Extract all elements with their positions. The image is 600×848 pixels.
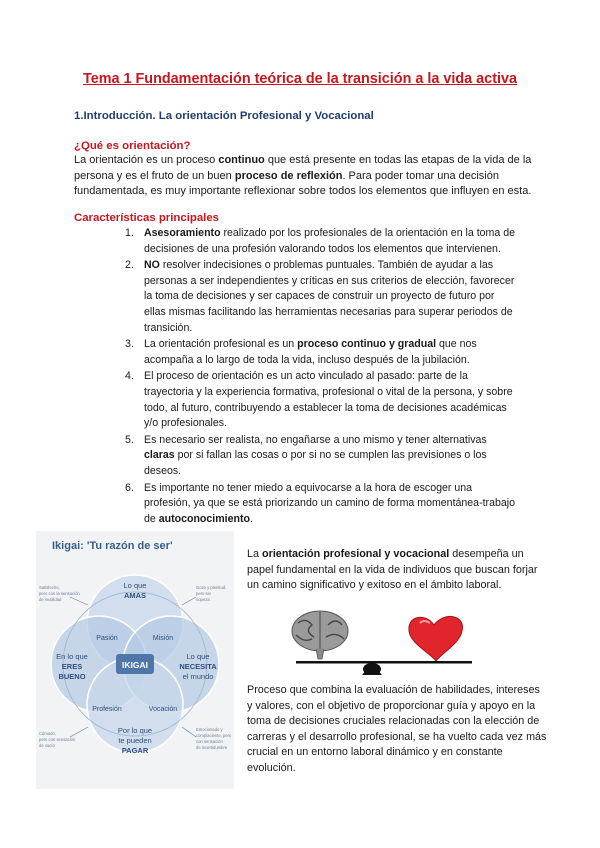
list-item [115, 481, 517, 528]
left-label: ERES [61, 662, 83, 671]
item-number: 4. [125, 370, 134, 383]
ikigai-diagram [36, 531, 234, 789]
corner-note: Satisfecho, [39, 585, 60, 590]
list-item [115, 258, 517, 336]
paragraph-text: La [247, 548, 263, 560]
page-title: Tema 1 Fundamentación teórica de la transición a la vida activa [82, 71, 517, 87]
corner-note: de vacío [39, 743, 55, 748]
corner-note: Gozo y plenitud, [196, 585, 227, 590]
diagram-title: Ikigai: 'Tu razón de ser' [52, 540, 173, 552]
list-item [115, 369, 517, 431]
intro-paragraph [74, 153, 534, 200]
orientation-paragraph [247, 547, 547, 594]
balance-fulcrum [363, 663, 381, 675]
question-heading: ¿Qué es orientación? [74, 140, 191, 152]
corner-note: de inutilidad [39, 597, 62, 602]
process-paragraph: Proceso que combina la evaluación de habilidades, intereses y valores, con el objetivo de proporcionar guía y apoyo en la toma de decisiones cruciales relacionadas con la elección de carreras y el desarrollo profesional, se ha vuelto cada vez más crucial en un entorno laboral dinámico y en constante evolución. [247, 684, 547, 774]
item-bold: NO [144, 259, 160, 272]
item-number: 1. [125, 227, 134, 239]
item-text: Es importante no tener miedo a equivocarse a la hora de escoger una profesión, ya que se está priorizando un camino de forma momentánea-trabajo de [144, 481, 515, 525]
corner-note: pero con la sensación [39, 591, 80, 596]
corner-note: pero con sensación [39, 737, 76, 742]
corner-note: Emocionado y [196, 727, 223, 732]
characteristics-heading: Características principales [74, 212, 219, 224]
intro-text: . Para poder tomar una decisión fundamentada, es muy importante reflexionar sobre todos los elementos que influyen en esta. [74, 169, 532, 197]
corner-note: complaciente, pero [196, 733, 232, 738]
balance-beam [296, 661, 472, 664]
brain-heart-balance-image [284, 605, 484, 677]
paragraph-text: desempeña un papel fundamental en la vida de individuos que buscan forjar un camino significativo y exitoso en el ámbito laboral. [247, 548, 538, 592]
corner-note: Cómodo, [39, 731, 56, 736]
top-label: Lo que [123, 581, 147, 590]
right-label: NECESITA [179, 662, 217, 671]
item-number: 3. [125, 338, 134, 351]
characteristics-list [115, 226, 517, 528]
corner-note: pero sin [196, 591, 211, 596]
item-text: realizado por los profesionales de la orientación en la toma de decisiones de una profesión valorando todos los elementos que intervienen. [144, 227, 515, 255]
item-text: Es necesario ser realista, no engañarse a uno mismo y tener alternativas [144, 433, 487, 446]
overlap-label: Vocación [148, 706, 178, 713]
overlap-label: Pasión [96, 635, 118, 642]
item-bold: autoconocimiento [158, 512, 250, 525]
bottom-label: te pueden [118, 736, 152, 745]
item-text: por si fallan las cosas o por si no se cumplen las previsiones o los deseos. [144, 449, 487, 477]
item-text: resolver indecisiones o problemas puntuales. También de ayudar a las personas a ser independientes y críticas en sus criterios de elección, favorecer la toma de decisiones y ser capaces de construir un proyecto de futuro por ellas mismas facilitando las herramientas necesarias para superar periodos de transición. [144, 259, 515, 334]
list-item [115, 226, 517, 257]
right-label: el mundo [182, 672, 214, 681]
bottom-label: PAGAR [121, 746, 149, 755]
heart-icon [409, 616, 463, 661]
intro-bold: proceso de reflexión [234, 169, 343, 182]
intro-text: La orientación es un proceso [74, 154, 219, 166]
item-text: La orientación profesional es un [144, 338, 298, 351]
corner-note: riqueza [196, 597, 210, 602]
item-bold: claras [144, 449, 175, 462]
list-item [115, 337, 517, 368]
overlap-label: Misión [152, 635, 174, 642]
intro-text: que está presente en todas las etapas de la vida de la persona y es el fruto de un buen [74, 154, 532, 182]
item-number: 2. [125, 259, 134, 272]
left-label: En lo que [56, 652, 88, 661]
item-text: El proceso de orientación es un acto vinculado al pasado: parte de la trayectoria y la experiencia formativa, profesional o vital de la persona, y sobre todo, al futuro, contribuyendo a establecer la toma de decisiones académicas y/o profesionales. [144, 370, 513, 430]
top-label: AMAS [123, 591, 147, 600]
brain-icon [292, 611, 348, 659]
item-number: 5. [125, 433, 134, 446]
corner-note: de incertidumbre [196, 745, 228, 750]
item-text: . [249, 512, 253, 525]
left-label: BUENO [58, 672, 86, 681]
paragraph-bold: orientación profesional y vocacional [262, 548, 450, 560]
item-number: 6. [125, 481, 134, 494]
item-bold: Asesoramiento [144, 227, 221, 239]
bottom-label: Por lo que [117, 726, 153, 735]
item-text: que nos acompaña a lo largo de toda la vida, incluso después de la jubilación. [144, 338, 477, 366]
corner-note: con sensación [196, 739, 223, 744]
list-item [115, 433, 517, 480]
item-bold: proceso continuo y gradual [297, 338, 437, 351]
ikigai-center-label: IKIGAI [122, 660, 148, 670]
overlap-label: Profesión [92, 706, 122, 713]
right-label: Lo que [186, 652, 210, 661]
section-heading: 1.Introducción. La orientación Profesional y Vocacional [74, 110, 374, 122]
intro-bold: continuo [218, 154, 265, 166]
